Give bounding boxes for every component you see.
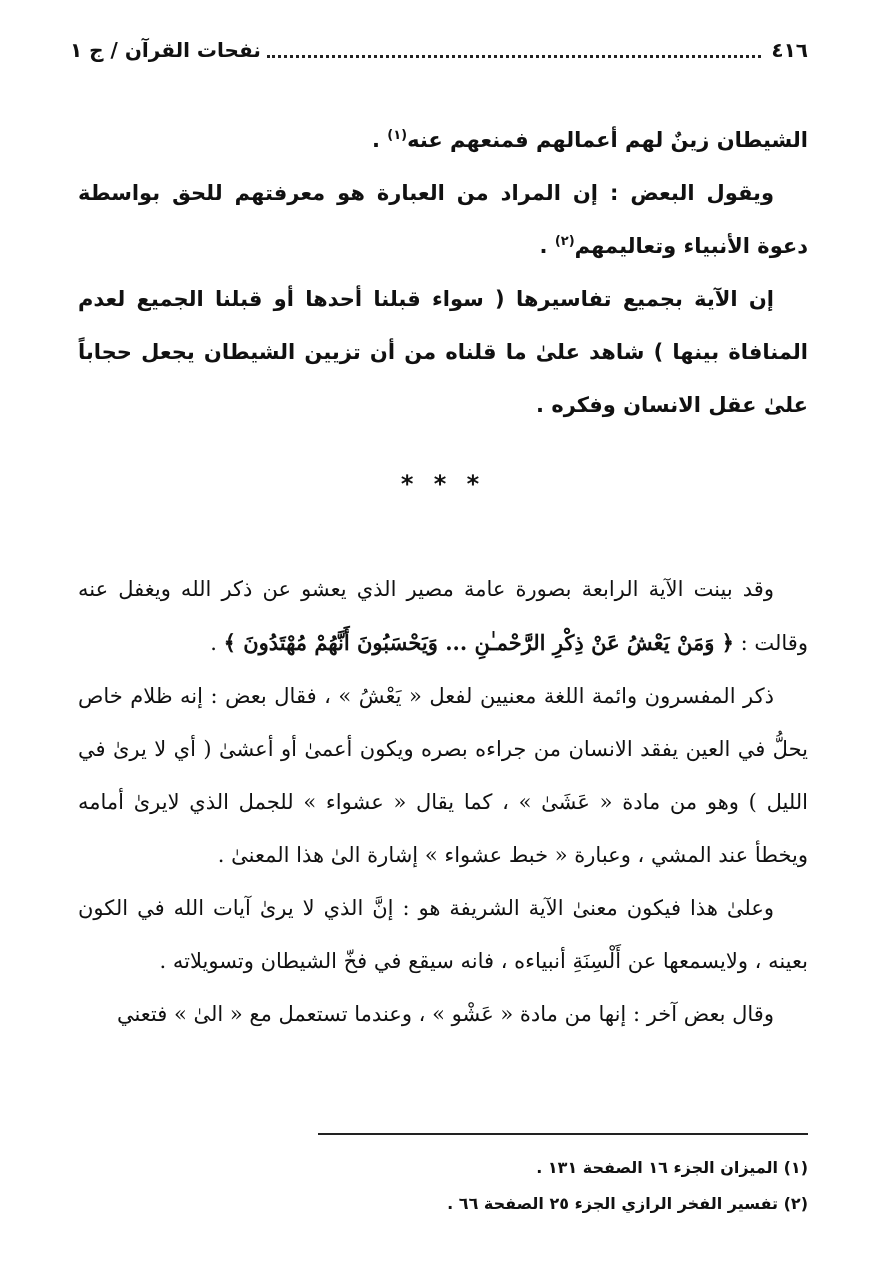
footnote-divider — [318, 1133, 808, 1135]
paragraph-3: إن الآية بجميع تفاسيرها ( سواء قبلنا أحدها أو قبلنا الجميع لعدم المنافاة بينها ) شاهد علىٰ ما قلناه من أن تزيين الشيطان يجعل حجاباً علىٰ عقل الانسان وفكره . — [78, 287, 808, 417]
footnote-1: (١) الميزان الجزء ١٦ الصفحة ١٣١ . — [536, 1158, 808, 1177]
paragraph-4: وقد بينت الآية الرابعة بصورة عامة مصير الذي يعشو عن ذكر الله ويغفل عنه وقالت : ﴿ وَمَنْ يَعْشُ عَنْ ذِكْرِ الرَّحْمـٰنِ ... وَيَحْسَبُونَ أَنَّهُمْ مُهْتَدُونَ ﴾ . — [78, 577, 808, 655]
page-number: ٤١٦ — [771, 38, 808, 62]
footnote-ref-2: (٢) — [554, 234, 575, 249]
page-header — [70, 30, 808, 70]
quran-verse: ﴿ وَمَنْ يَعْشُ عَنْ ذِكْرِ الرَّحْمـٰنِ ... وَيَحْسَبُونَ أَنَّهُمْ مُهْتَدُونَ ﴾ — [223, 630, 734, 655]
paragraph-1: الشيطان زينٌ لهم أعمالهم فمنعهم عنه$^{(١)}$ . — [371, 128, 808, 152]
paragraph-5: ذكر المفسرون وائمة اللغة معنيين لفعل « يَعْشُ » ، فقال بعض : إنه ظلام خاص يحلُّ في العين يفقد الانسان من جراءه بصره ويكون أعمىٰ أو أعشىٰ ( أي لا يرىٰ في الليل ) وهو من مادة « عَشَىٰ » ، كما يقال « عشواء » للجمل الذي لايرىٰ أمامه ويخطأ عند المشي ، وعبارة « خبط عشواء » إشارة الىٰ هذا المعنىٰ . — [78, 684, 808, 867]
running-title: نفحات القرآن / ج ١ — [70, 38, 261, 62]
section-two — [78, 563, 808, 1041]
section-one — [78, 114, 808, 432]
footnote-2: (٢) تفسير الفخر الرازي الجزء ٢٥ الصفحة ٦٦ . — [447, 1194, 808, 1213]
section-separator: * * * — [400, 470, 486, 498]
header-dot-leader — [267, 55, 762, 58]
footnotes — [78, 1150, 808, 1222]
paragraph-7: وقال بعض آخر : إنها من مادة « عَشْو » ، وعندما تستعمل مع « الىٰ » فتعني — [116, 1002, 774, 1026]
footnote-ref-1: (١) — [387, 128, 408, 143]
paragraph-6: وعلىٰ هذا فيكون معنىٰ الآية الشريفة هو : إنَّ الذي لا يرىٰ آيات الله في الكون بعينه ، ولايسمعها عن أَلْسِنَةِ أنبياءه ، فانه سيقع في فخّ الشيطان وتسويلاته . — [78, 896, 808, 973]
paragraph-2: ويقول البعض : إن المراد من العبارة هو معرفتهم للحق بواسطة دعوة الأنبياء وتعاليمهم$^{(٢)}$ . — [78, 181, 808, 258]
